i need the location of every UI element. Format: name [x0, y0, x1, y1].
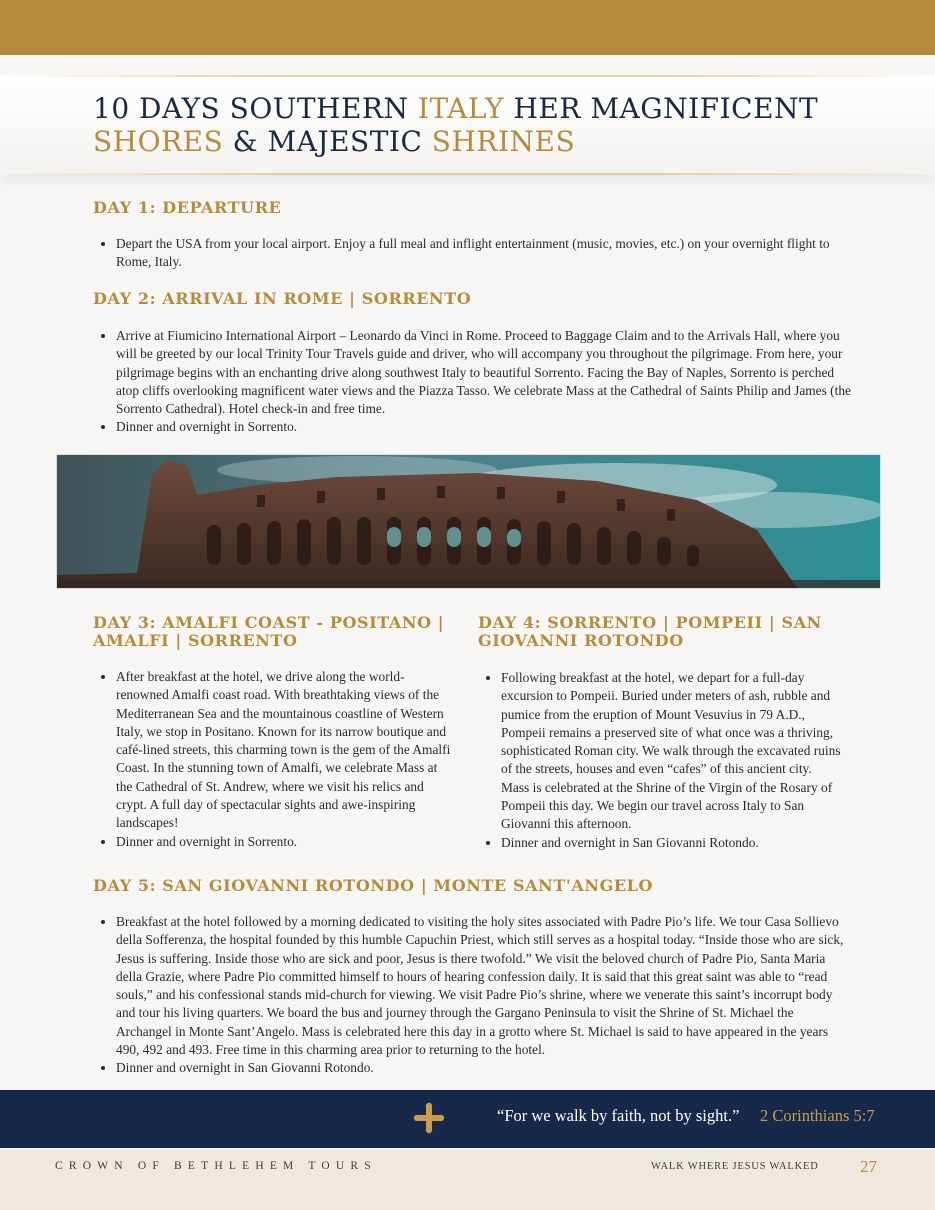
title-part: SHRINES — [431, 125, 576, 158]
page-title — [93, 92, 853, 158]
list-item: • Dinner and overnight in San Giovanni Rotondo. — [116, 1059, 851, 1077]
day-4-list — [478, 669, 841, 852]
title-part: SHORES — [93, 125, 224, 158]
title-part: ITALY — [417, 92, 505, 125]
title-part: & MAJESTIC — [223, 125, 432, 158]
list-item: • Dinner and overnight in Sorrento. — [116, 833, 455, 851]
brand-name: CROWN OF BETHLEHEM TOURS — [55, 1160, 377, 1172]
footer-quote-reference: 2 Corinthians 5:7 — [760, 1106, 875, 1125]
day-5-list — [93, 913, 851, 1078]
brand-tagline: WALK WHERE JESUS WALKED — [651, 1161, 819, 1172]
day-3-list — [93, 668, 455, 851]
footer-strip — [0, 1150, 935, 1210]
list-item: • Following breakfast at the hotel, we depart for a full-day excursion to Pompeii. Buried under meters of ash, rubble and pumice from the eruption of Mount Vesuvius in 79 A.D., Pompeii remains a preserved site of what once was a thriving, sophisticated Roman city. We walk through the excavated ruins of the streets, houses and even “cafes” of this ancient city. Mass is celebrated at the Shrine of the Virgin of the Rosary of Pompeii this day. We begin our travel across Italy to San Giovanni this afternoon. — [501, 669, 841, 834]
page-number: 27 — [860, 1157, 877, 1176]
day-3-heading: DAY 3: AMALFI COAST - POSITANO | AMALFI | SORRENTO — [93, 613, 445, 650]
day-5-heading: DAY 5: SAN GIOVANNI ROTONDO | MONTE SANT'ANGELO — [93, 876, 654, 895]
day-2-heading: DAY 2: ARRIVAL IN ROME | SORRENTO — [93, 289, 472, 308]
list-item: • Breakfast at the hotel followed by a morning dedicated to visiting the holy sites associated with Padre Pio’s life. We tour Casa Sollievo della Sofferenza, the hospital founded by this humble Capuchin Priest, which still serves as a hospital today. “Inside those who are sick, Jesus is suffering. Inside those who are sick and poor, Jesus is there twofold.” We visit the beloved church of Padre Pio, Santa Maria della Grazie, where Padre Pio committed himself to hours of hearing confession daily. It is said that this great saint was able to “read souls,” and his confessional stands mid-church for viewing. We visit Padre Pio’s shrine, where we venerate this saint’s incorrupt body and tour his living quarters. We board the bus and journey through the Gargano Peninsula to visit the Shrine of St. Michael the Archangel in Monte Sant’Angelo. Mass is celebrated here this day in a grotto where St. Michael is said to have appeared in the years 490, 492 and 493. Free time in this charming area prior to returning to the hotel. — [116, 913, 851, 1059]
list-item: • Dinner and overnight in Sorrento. — [116, 418, 858, 436]
day-1-list — [93, 235, 858, 272]
list-item: • After breakfast at the hotel, we drive along the world-renowned Amalfi coast road. With breathtaking views of the Mediterranean Sea and the mountainous coastline of Western Italy, we stop in Positano. Known for its narrow boutique and café-lined streets, this charming town is the gem of the Amalfi Coast. In the stunning town of Amalfi, we celebrate Mass at the Cathedral of St. Andrew, where we visit his relics and crypt. A full day of spectacular sights and awe-inspiring landscapes! — [116, 668, 455, 833]
day-4-heading: DAY 4: SORRENTO | POMPEII | SAN GIOVANNI ROTONDO — [478, 613, 822, 650]
list-item: • Arrive at Fiumicino International Airport – Leonardo da Vinci in Rome. Proceed to Baggage Claim and to the Arrivals Hall, where you will be greeted by our local Trinity Tour Travels guide and driver, who will accompany you throughout the pilgrimage. From here, your pilgrimage begins with an enchanting drive along southwest Italy to beautiful Sorrento. Facing the Bay of Naples, Sorrento is perched atop cliffs overlooking magnificent water views and the Piazza Tasso. We celebrate Mass at the Cathedral of Saints Philip and James (the Sorrento Cathedral). Hotel check-in and free time. — [116, 327, 858, 418]
title-part: 10 DAYS SOUTHERN — [93, 92, 418, 125]
day-2-list — [93, 327, 858, 437]
footer-quote: “For we walk by faith, not by sight.” — [497, 1106, 740, 1125]
day-1-heading: DAY 1: DEPARTURE — [93, 198, 282, 217]
title-part: HER MAGNIFICENT — [504, 92, 819, 125]
list-item: • Depart the USA from your local airport. Enjoy a full meal and inflight entertainment (music, movies, etc.) on your overnight flight to Rome, Italy. — [116, 235, 858, 272]
cross-icon — [413, 1102, 445, 1134]
top-gold-band — [0, 0, 935, 55]
list-item: • Dinner and overnight in San Giovanni Rotondo. — [501, 834, 841, 852]
colosseum-photo — [56, 454, 881, 589]
